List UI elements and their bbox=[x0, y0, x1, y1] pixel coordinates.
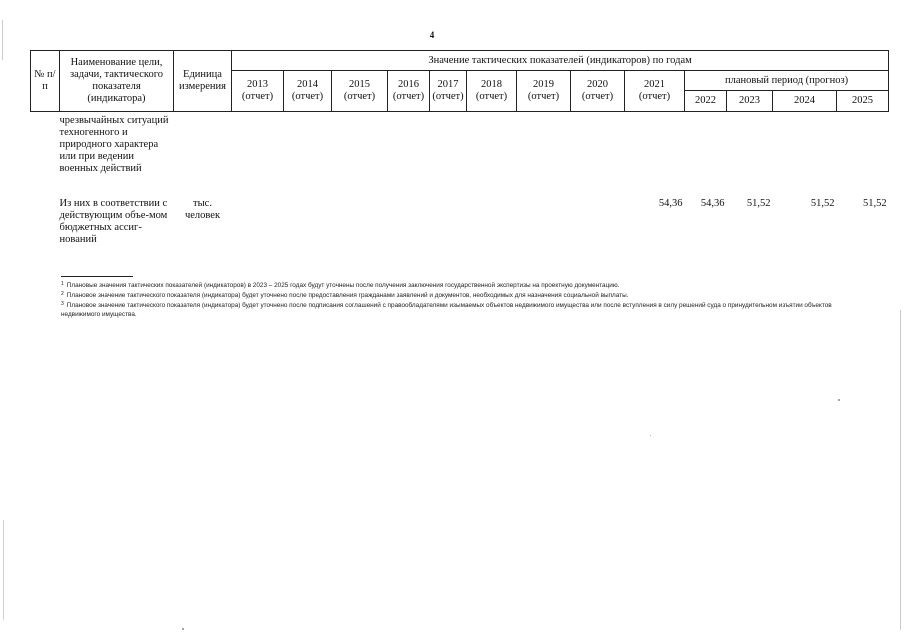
value-2016 bbox=[388, 112, 430, 196]
header-year-2016: 2016 (отчет) bbox=[388, 71, 430, 112]
value-2014 bbox=[284, 112, 332, 196]
value-2016 bbox=[388, 196, 430, 256]
header-plan-year-2022: 2022 bbox=[685, 91, 727, 112]
row-number bbox=[31, 112, 60, 196]
value-2022 bbox=[685, 112, 727, 196]
header-plan-year-2025: 2025 bbox=[837, 91, 889, 112]
scan-dot bbox=[650, 435, 651, 436]
header-year-2020: 2020 (отчет) bbox=[571, 71, 625, 112]
value-2015 bbox=[332, 196, 388, 256]
scan-edge-left-lower bbox=[3, 520, 4, 620]
value-2020 bbox=[571, 112, 625, 196]
header-year-2014: 2014 (отчет) bbox=[284, 71, 332, 112]
value-2015 bbox=[332, 112, 388, 196]
header-year-2021: 2021 (отчет) bbox=[625, 71, 685, 112]
value-2020 bbox=[571, 196, 625, 256]
page-number: 4 bbox=[429, 30, 435, 40]
indicator-unit: тыс. человек bbox=[184, 197, 221, 221]
header-year-2013: 2013 (отчет) bbox=[232, 71, 284, 112]
value-2013 bbox=[232, 112, 284, 196]
table-row bbox=[31, 112, 889, 196]
value-2021: 54,36 bbox=[658, 197, 683, 209]
header-indicator-name: Наименование цели, задачи, тактического показателя (индикатора) bbox=[60, 51, 174, 112]
value-2025 bbox=[837, 112, 889, 196]
header-planning-period: плановый период (прогноз) bbox=[685, 71, 889, 91]
value-2023: 51,52 bbox=[746, 197, 771, 209]
value-2023 bbox=[727, 112, 773, 196]
value-2025: 51,52 bbox=[862, 197, 887, 209]
value-2017 bbox=[430, 196, 467, 256]
table-row bbox=[31, 196, 889, 256]
value-2017 bbox=[430, 112, 467, 196]
indicator-name: Из них в соответствии с действующим объе-мом бюджетных ассиг-нований bbox=[59, 197, 168, 245]
value-2024: 51,52 bbox=[810, 197, 835, 209]
value-2018 bbox=[467, 196, 517, 256]
row-number bbox=[31, 196, 60, 256]
header-unit: Единица измерения bbox=[174, 51, 232, 112]
header-plan-year-2024: 2024 bbox=[773, 91, 837, 112]
value-2014 bbox=[284, 196, 332, 256]
header-year-2019: 2019 (отчет) bbox=[517, 71, 571, 112]
value-2019 bbox=[517, 196, 571, 256]
footnote-2: $^2$ Плановое значение тактического показателя (индикатора) будет уточнено после предоставления гражданами заявлений и документов, необходимых для назначения социальной выплаты. bbox=[61, 291, 629, 299]
footnotes bbox=[61, 280, 861, 319]
indicator-unit bbox=[174, 112, 232, 196]
indicator-name: чрезвычайных ситуаций техногенного и природного характера или при ведении военных действий bbox=[59, 115, 169, 174]
footnote-1: $^1$ Плановые значения тактических показателей (индикаторов) в 2023 – 2025 годах будут уточнены после получения заключения государственной экспертизы на проектную документацию. bbox=[61, 281, 620, 289]
header-plan-year-2023: 2023 bbox=[727, 91, 773, 112]
scan-dot bbox=[182, 628, 184, 630]
value-2013 bbox=[232, 196, 284, 256]
value-2019 bbox=[517, 112, 571, 196]
scan-dot bbox=[838, 399, 840, 401]
footnote-divider bbox=[61, 276, 133, 277]
scan-edge-left bbox=[2, 20, 3, 60]
value-2018 bbox=[467, 112, 517, 196]
header-year-2017: 2017 (отчет) bbox=[430, 71, 467, 112]
header-year-2015: 2015 (отчет) bbox=[332, 71, 388, 112]
header-number: № п/п bbox=[31, 51, 60, 112]
value-2024 bbox=[773, 112, 837, 196]
value-2021 bbox=[625, 112, 685, 196]
value-2022: 54,36 bbox=[700, 197, 725, 209]
footnote-3: $^3$ Плановое значение тактического показателя (индикатора) будет уточнено после подписания соглашений с правообладателями изымаемых объектов недвижимого имущества или после вступления в силу решений суда о принудительном изъятии объектов недвижимого имущества. bbox=[61, 301, 832, 318]
header-values-by-year: Значение тактических показателей (индикаторов) по годам bbox=[232, 51, 889, 71]
scan-edge-right bbox=[900, 310, 901, 630]
header-year-2018: 2018 (отчет) bbox=[467, 71, 517, 112]
indicators-table bbox=[30, 50, 889, 256]
